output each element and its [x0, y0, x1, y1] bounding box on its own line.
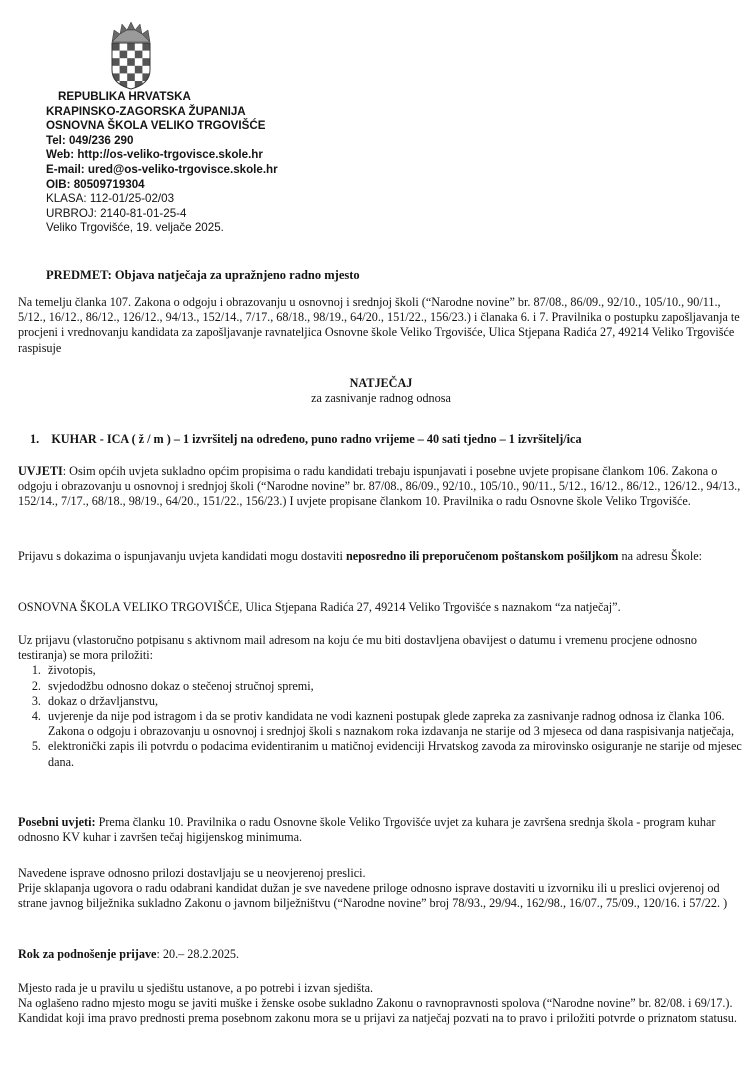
closing-paragraph — [18, 981, 744, 1027]
intro-text: Na temelju članka 107. Zakona o odgoju i obrazovanju u osnovnoj i srednjoj školi (“Narodne novine” br. 87/08., 86/09., 92/10., 105/10., 90/11., 5/12., 16/12., 86/12., 126/12., 94/13., 152/14., 7/17., 68/18., 98/19., 64/20., 151/22., 156/23.) i članaka 6. i 7. Pravilnika o postupku zapošljavanja te procjeni i vrednovanju kandidata za zapošljavanje ravnateljica Osnovne škole Veliko Trgovišće, Ulica Stjepana Radića 27, 49214 Veliko Trgovišće raspisuje — [18, 295, 740, 355]
deadline-text: : 20.– 28.2.2025. — [156, 947, 240, 961]
header-date: Veliko Trgovišće, 19. veljače 2025. — [46, 221, 224, 235]
attachments-list — [18, 663, 744, 769]
closing-text-2: Na oglašeno radno mjesto mogu se javiti muške i ženske osobe sukladno Zakonu o ravnopravnosti spolova (“Narodne novine” br. 82/08. i 69/17.). — [18, 996, 733, 1011]
subject-line — [46, 268, 360, 283]
application-text-end: na adresu Škole: — [618, 549, 703, 563]
notice-heading — [18, 376, 744, 406]
copies-paragraph — [18, 866, 744, 912]
closing-text-3: Kandidat koji ima pravo prednosti prema posebnom zakonu mora se u prijavi za natječaj pozvati na to pravo i priložiti potvrde o priznatom statusu. — [18, 1011, 737, 1026]
header-urbroj: URBROJ: 2140-81-01-25-4 — [46, 206, 187, 220]
conditions-paragraph — [18, 464, 744, 510]
coat-of-arms-icon — [108, 20, 154, 90]
list-item: 5. elektronički zapis ili potvrdu o podacima evidentiranim u matičnoj evidenciji Hrvatskog zavoda za mirovinsko osiguranje ne starije od mjesec dana. — [44, 739, 744, 769]
address-paragraph — [18, 600, 744, 615]
special-conditions-paragraph — [18, 815, 744, 845]
header-tel: Tel: 049/236 290 — [46, 133, 134, 147]
copies-text-2: Prije sklapanja ugovora o radu odabrani kandidat dužan je sve navedene priloge odnosno isprave dostaviti u izvorniku ili u preslici ovjerenoj od strane javnog bilježnika sukladno Zakonu o javnom bilježništvu (“Narodne novine” broj 78/93., 29/94., 162/98., 16/07., 75/09., 120/16. i 57/22. ) — [18, 881, 728, 911]
attachments-section — [18, 633, 744, 770]
list-item: 2. svjedodžbu odnosno dokaz o stečenoj stručnoj spremi, — [44, 679, 744, 694]
list-item: 1. životopis, — [44, 663, 744, 678]
header-school: OSNOVNA ŠKOLA VELIKO TRGOVIŠĆE — [46, 119, 266, 133]
deadline-label: Rok za podnošenje prijave — [18, 947, 157, 961]
attachments-intro: Uz prijavu (vlastoručno potpisanu s aktivnom mail adresom na koju će mu biti dostavljena obavijest o datumu i vremenu procjene odnosno testiranja) se mora priložiti: — [18, 633, 697, 663]
notice-subtitle: za zasnivanje radnog odnosa — [311, 391, 451, 406]
subject-text: Objava natječaja za upražnjeno radno mjesto — [111, 268, 360, 282]
header-klasa: KLASA: 112-01/25-02/03 — [46, 192, 175, 206]
notice-title: NATJEČAJ — [349, 376, 413, 390]
address-text: OSNOVNA ŠKOLA VELIKO TRGOVIŠĆE, Ulica Stjepana Radića 27, 49214 Veliko Trgovišće s naznakom “za natječaj”. — [18, 600, 621, 614]
header-country: REPUBLIKA HRVATSKA — [58, 90, 191, 103]
position-title — [30, 432, 744, 447]
header-web: Web: http://os-veliko-trgovisce.skole.hr — [46, 148, 263, 162]
application-method: neposredno ili preporučenom poštanskom pošiljkom — [346, 549, 619, 563]
letterhead — [46, 90, 466, 236]
subject-label: PREDMET: — [46, 268, 112, 282]
special-label: Posebni uvjeti: — [18, 815, 96, 829]
special-text: Prema članku 10. Pravilnika o radu Osnovne škole Veliko Trgovišće uvjet za kuhara je završena srednja škola - program kuhar odnosno KV kuhar i završen tečaj higijenskog minimuma. — [18, 815, 716, 845]
header-county: KRAPINSKO-ZAGORSKA ŽUPANIJA — [46, 104, 246, 118]
conditions-label: UVJETI — [18, 464, 63, 478]
position-number: 1. — [30, 432, 40, 446]
list-item: 4. uvjerenje da nije pod istragom i da se protiv kandidata ne vodi kazneni postupak glede zapreka za zasnivanje radnog odnosa iz članka 106. Zakona o odgoju i obrazovanju u osnovnoj i srednjoj školi s naznakom roka izdavanja ne starije od 3 mjeseca od dana raspisivanja natječaja, — [44, 709, 744, 739]
header-oib: OIB: 80509719304 — [46, 177, 145, 191]
conditions-text: : Osim općih uvjeta sukladno općim propisima o radu kandidati trebaju ispunjavati i posebne uvjete propisane člankom 106. Zakona o odgoju i obrazovanju u osnovnoj i srednjoj školi (“Narodne novine” br. 87/08., 86/09., 92/10., 105/10., 90/11., 5/12., 16/12., 86/12., 126/12., 94/13., 152/14., 7/17., 68/18., 98/19., 64/20., 151/22., 156/23.) I uvjete propisane člankom 10. Pravilnika o radu Osnovne škole Veliko Trgovišće. — [18, 464, 741, 509]
list-item: 3. dokaz o državljanstvu, — [44, 694, 744, 709]
header-email: E-mail: ured@os-veliko-trgovisce.skole.hr — [46, 162, 278, 176]
position-text: KUHAR - ICA ( ž / m ) – 1 izvršitelj na određeno, puno radno vrijeme – 40 sati tjedno – 1 izvršitelj/ica — [51, 432, 582, 446]
application-text: Prijavu s dokazima o ispunjavanju uvjeta kandidati mogu dostaviti — [18, 549, 346, 563]
intro-paragraph — [18, 295, 744, 356]
application-paragraph — [18, 549, 744, 564]
deadline-paragraph — [18, 947, 744, 962]
copies-text-1: Navedene isprave odnosno prilozi dostavljaju se u neovjerenoj preslici. — [18, 866, 366, 880]
closing-text-1: Mjesto rada je u pravilu u sjedištu ustanove, a po potrebi i izvan sjedišta. — [18, 981, 374, 995]
